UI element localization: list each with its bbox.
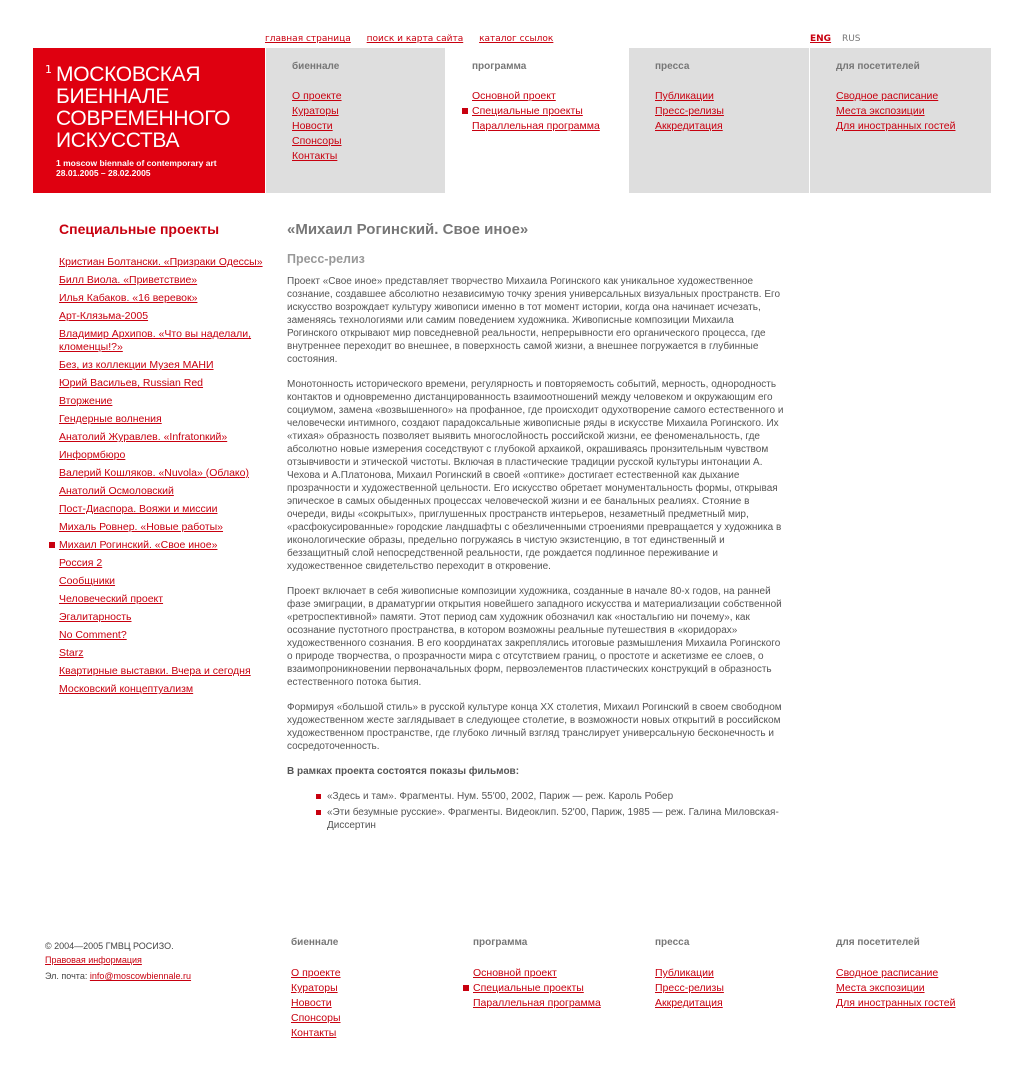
paragraph: Проект «Свое иное» представляет творчество Михаила Рогинского как уникальное художественное сознание, создавшее абсолютно независимую точку зрения универсальных визуальных пространств. Его искусство возрождает культуру живописи именно в тот момент истории, когда она начинает исчезать, заменяясь технологиями или самим поведением художника. Живописные композиции Михаила Рогинского открывают мир повседневной реальности, непрерывности его органического процесса, где внутреннее переходит во внешнее, в поверхность самой жизни, а внешнее погружается в глубинные состояния.	[287, 276, 781, 365]
footer-nav-item	[291, 996, 341, 1011]
sidebar-link[interactable]: Вторжение	[59, 395, 113, 407]
sidebar-item	[59, 503, 269, 516]
active-marker-icon	[49, 542, 55, 548]
sidebar-item	[59, 256, 269, 269]
nav-item	[655, 104, 724, 119]
logo-title	[56, 64, 230, 152]
sidebar-link[interactable]: Кристиан Болтански. «Призраки Одессы»	[59, 256, 263, 268]
sidebar-item	[59, 413, 269, 426]
sidebar-item	[59, 431, 269, 444]
footer-nav-item	[291, 1011, 341, 1026]
nav-link-news[interactable]: Новости	[292, 120, 333, 132]
film-text: «Здесь и там». Фрагменты. Нум. 55'00, 2002, Париж — реж. Кароль Робер	[327, 791, 674, 802]
nav-program	[446, 48, 628, 193]
footer-nav-title: программа	[473, 937, 528, 948]
sidebar-item	[59, 449, 269, 462]
language-switcher	[810, 34, 861, 44]
sidebar-item	[59, 467, 269, 480]
page-subtitle: Пресс-релиз	[287, 252, 365, 266]
active-marker-icon	[462, 108, 468, 114]
sidebar-item	[59, 310, 269, 323]
sidebar	[59, 221, 269, 701]
page-title: «Михаил Рогинский. Свое иное»	[287, 221, 529, 238]
logo-number: 1	[45, 63, 52, 76]
sidebar-link[interactable]: Квартирные выставки. Вчера и сегодня	[59, 665, 251, 677]
footer-link-main-project[interactable]: Основной проект	[473, 967, 557, 979]
sidebar-item	[59, 521, 269, 534]
nav-link-publications[interactable]: Публикации	[655, 90, 714, 102]
footer-nav-item	[655, 981, 724, 996]
nav-visitors-title: для посетителей	[836, 61, 920, 72]
sidebar-item	[59, 485, 269, 498]
nav-link-curators[interactable]: Кураторы	[292, 105, 339, 117]
bullet-icon	[316, 810, 321, 815]
nav-link-schedule[interactable]: Сводное расписание	[836, 90, 939, 102]
films-heading: В рамках проекта состоятся показы фильмов:	[287, 766, 520, 777]
sidebar-link[interactable]: Без, из коллекции Музея МАНИ	[59, 359, 214, 371]
sidebar-link[interactable]: Человеческий проект	[59, 593, 164, 605]
sidebar-link[interactable]: Московский концептуализм	[59, 683, 194, 695]
sidebar-list	[59, 256, 269, 696]
footer-link-foreign-guests[interactable]: Для иностранных гостей	[836, 997, 956, 1009]
sidebar-item	[59, 395, 269, 408]
sidebar-link[interactable]: Валерий Кошляков. «Nuvola» (Облако)	[59, 467, 249, 479]
footer-link-special-projects[interactable]: Специальные проекты	[473, 982, 584, 994]
nav-link-sponsors[interactable]: Спонсоры	[292, 135, 342, 147]
footer-link-about[interactable]: О проекте	[291, 967, 341, 979]
footer-nav-press	[655, 937, 724, 1011]
logo-subtitle	[56, 158, 217, 178]
sidebar-item	[59, 593, 269, 606]
sidebar-item	[59, 328, 269, 354]
nav-link-parallel-program[interactable]: Параллельная программа	[472, 120, 600, 132]
active-marker-icon	[463, 985, 469, 991]
top-nav	[265, 34, 566, 44]
sidebar-link[interactable]: Владимир Архипов. «Что вы наделали, кломенцы!?»	[59, 328, 252, 353]
footer-link-parallel-program[interactable]: Параллельная программа	[473, 997, 601, 1009]
nav-biennale-title: биеннале	[292, 61, 340, 72]
nav-item	[292, 119, 342, 134]
sidebar-item	[59, 377, 269, 390]
nav-link-about[interactable]: О проекте	[292, 90, 342, 102]
nav-press-title: пресса	[655, 61, 690, 72]
footer-nav-title: для посетителей	[836, 937, 920, 948]
logo-title-line: СОВРЕМЕННОГО	[56, 107, 231, 130]
sidebar-link[interactable]: Арт-Клязьма-2005	[59, 310, 149, 322]
nav-link-foreign-guests[interactable]: Для иностранных гостей	[836, 120, 956, 132]
footer-nav-item	[473, 996, 601, 1011]
sidebar-link[interactable]: Сообщники	[59, 575, 116, 587]
legal-info-link[interactable]: Правовая информация	[45, 955, 142, 965]
sidebar-link[interactable]: Юрий Васильев, Russian Red	[59, 377, 204, 389]
nav-item	[292, 134, 342, 149]
bullet-icon	[316, 794, 321, 799]
sidebar-item	[59, 665, 269, 678]
nav-item	[292, 149, 342, 164]
logo-subtitle-text: 1 moscow biennale of contemporary art	[56, 158, 217, 168]
sidebar-link[interactable]: Россия 2	[59, 557, 103, 569]
sidebar-title: Специальные проекты	[59, 221, 220, 237]
sidebar-item	[59, 539, 269, 552]
sidebar-link[interactable]: Гендерные волнения	[59, 413, 162, 425]
email-link[interactable]: info@moscowbiennale.ru	[89, 971, 192, 981]
footer-link-sponsors[interactable]: Спонсоры	[291, 1012, 341, 1024]
top-link-search[interactable]: поиск и карта сайта	[366, 34, 464, 44]
nav-biennale	[266, 48, 445, 193]
nav-link-special-projects[interactable]: Специальные проекты	[472, 105, 583, 117]
footer-nav-item	[836, 996, 955, 1011]
footer-nav-title: пресса	[655, 937, 690, 948]
footer-nav-item	[291, 1026, 341, 1041]
footer-nav-title: биеннале	[291, 937, 339, 948]
nav-program-title: программа	[472, 61, 527, 72]
logo-title-line: МОСКОВСКАЯ	[56, 63, 201, 86]
paragraph: Монотонность исторического времени, регулярность и повторяемость событий, мерность, однородность контактов и одновременно дистанцированность взаимоотношений между человеком и окружающим его социумом, замена «возвышенного» на профанное, где происходит одухотворение самого естественного и человечески интимного, создают парадоксальные живописные ряды в искусстве Михаила Рогинского. Их «тихая» образность позволяет выявить многослойность российской жизни, ее феноменальность, где абсолютно новые измерения соседствуют с глубокой архаикой, окрашиваясь пронзительным чувством отзывчивости и этической чистоты. Включая в пластические традиции русской культуры интонации А. Чехова и А.Платонова, Михаил Рогинский в своей «оптике» достигает естественной как дыхание прозрачности и художественной цельности. Его искусство обретает монументальность формы, открывая эпическое в самых обыденных процессах человеческой жизни и ее банальных реалиях. Стояние в очереди, виды «сокрытых», приглушенных пространств интерьеров, незаметный предметный мир, «расфокусированные» городские ландшафты с обезличенными строениями превращается у художника в иконологические образы, предельно погружаясь в чистую экзистенцию, в тот единственный и беззащитный слой непосредственной реальности, где рождается подлинное переживание и художественное свидетельство переходит в откровение.	[287, 379, 784, 572]
copyright: © 2004—2005 ГМВЦ РОСИЗО.	[45, 941, 174, 951]
footer-link-venues[interactable]: Места экспозиции	[836, 982, 925, 994]
nav-item	[836, 104, 955, 119]
nav-item	[472, 89, 600, 104]
email-label: Эл. почта:	[45, 971, 88, 981]
footer-nav-item	[655, 966, 724, 981]
footer-link-news[interactable]: Новости	[291, 997, 332, 1009]
top-link-home[interactable]: главная страница	[265, 34, 351, 44]
footer-nav-visitors	[836, 937, 955, 1011]
nav-item	[836, 89, 955, 104]
logo[interactable]	[33, 48, 265, 193]
nav-visitors	[810, 48, 991, 193]
nav-item	[655, 119, 724, 134]
nav-item	[472, 119, 600, 134]
sidebar-link[interactable]: Михаль Ровнер. «Новые работы»	[59, 521, 224, 533]
footer-nav-item	[655, 996, 724, 1011]
sidebar-item	[59, 611, 269, 624]
footer-nav-biennale	[291, 937, 341, 1041]
sidebar-item	[59, 575, 269, 588]
sidebar-item	[59, 292, 269, 305]
films-list	[287, 790, 787, 832]
nav-link-contacts[interactable]: Контакты	[292, 150, 338, 162]
sidebar-link[interactable]: Анатолий Журавлев. «Infratonкий»	[59, 431, 228, 443]
logo-dates: 28.01.2005 – 28.02.2005	[56, 168, 151, 178]
logo-title-line: ИСКУССТВА	[56, 129, 180, 152]
footer-nav-item	[836, 966, 955, 981]
nav-item	[292, 89, 342, 104]
nav-item	[472, 104, 600, 119]
sidebar-item	[59, 557, 269, 570]
film-item	[327, 806, 787, 832]
nav-link-venues[interactable]: Места экспозиции	[836, 105, 925, 117]
film-text: «Эти безумные русские». Фрагменты. Видеоклип. 52'00, Париж, 1985 — реж. Галина Миловская-Диссертин	[327, 807, 779, 831]
sidebar-item	[59, 274, 269, 287]
paragraph: Проект включает в себя живописные композиции художника, созданные в начале 80-х годов, на ранней фазе эмиграции, в драматургии открытия новейшего западного искусства и материализации собственной «ретроспективной» памяти. Этот период сам художник обозначил как «ностальгию ни почему», как осознание пустотного пространства, в котором возможны реальные путешествия в «коридорах» художественного сознания. В его координатах закреплялись итоговые размышления Михаила Рогинского о природе творчества, о прозрачности мира с отсутствием границ, о простоте и аскетизме ее слоев, о взаимопроникновении первоначальных форм, первоэлементов пластических конструкций в образность естественного потока бытия.	[287, 586, 782, 688]
footer-nav-item	[473, 966, 601, 981]
nav-press	[629, 48, 809, 193]
sidebar-link[interactable]: Билл Виола. «Приветствие»	[59, 274, 198, 286]
nav-link-accreditation[interactable]: Аккредитация	[655, 120, 723, 132]
logo-title-line: БИЕННАЛЕ	[56, 85, 170, 108]
nav-item	[292, 104, 342, 119]
sidebar-item	[59, 647, 269, 660]
sidebar-link[interactable]: No Comment?	[59, 629, 127, 641]
sidebar-item	[59, 629, 269, 642]
footer-nav-item	[473, 981, 601, 996]
sidebar-link[interactable]: Илья Кабаков. «16 веревок»	[59, 292, 198, 304]
sidebar-link[interactable]: Эгалитарность	[59, 611, 132, 623]
footer-link-contacts[interactable]: Контакты	[291, 1027, 337, 1039]
sidebar-item	[59, 359, 269, 372]
sidebar-link[interactable]: Информбюро	[59, 449, 126, 461]
nav-item	[836, 119, 955, 134]
footer-nav-program	[473, 937, 601, 1011]
nav-item	[655, 89, 724, 104]
main-content	[287, 221, 787, 835]
sidebar-link[interactable]: Михаил Рогинский. «Свое иное»	[59, 539, 218, 551]
paragraph: Формируя «большой стиль» в русской культуре конца ХХ столетия, Михаил Рогинский в своем свободном художественном жесте заглядывает в следующее столетие, в возможности новых открытий в российском художественном пространстве, где глубоко личный взгляд транслирует универсальную бесконечность и сосредоточенность.	[287, 702, 782, 752]
footer-nav-item	[291, 966, 341, 981]
footer-nav-item	[836, 981, 955, 996]
sidebar-link[interactable]: Starz	[59, 647, 84, 659]
footer-link-press-releases[interactable]: Пресс-релизы	[655, 982, 724, 994]
nav-link-press-releases[interactable]: Пресс-релизы	[655, 105, 724, 117]
top-link-catalog[interactable]: каталог ссылок	[479, 34, 554, 44]
sidebar-link[interactable]: Пост-Диаспора. Вояжи и миссии	[59, 503, 218, 515]
lang-rus-label: RUS	[841, 34, 861, 44]
sidebar-item	[59, 683, 269, 696]
nav-link-main-project[interactable]: Основной проект	[472, 90, 556, 102]
footer-nav-item	[291, 981, 341, 996]
footer-link-accreditation[interactable]: Аккредитация	[655, 997, 723, 1009]
footer-link-curators[interactable]: Кураторы	[291, 982, 338, 994]
sidebar-link[interactable]: Анатолий Осмоловский	[59, 485, 174, 497]
lang-eng-link[interactable]: ENG	[810, 34, 832, 44]
footer-link-schedule[interactable]: Сводное расписание	[836, 967, 939, 979]
film-item	[327, 790, 787, 803]
footer-link-publications[interactable]: Публикации	[655, 967, 714, 979]
footer-info	[45, 941, 191, 985]
